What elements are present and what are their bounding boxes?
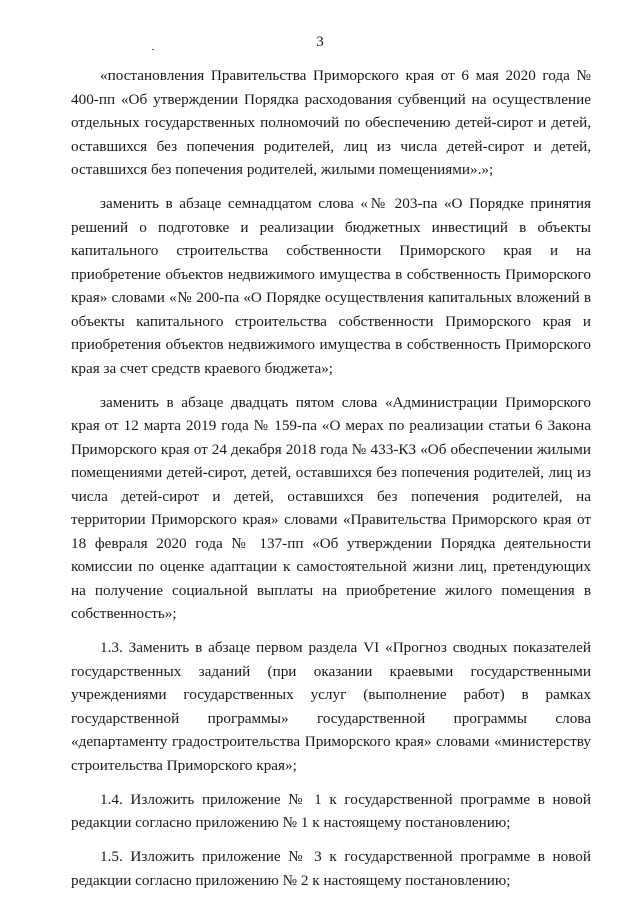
scan-speck	[152, 49, 154, 50]
paragraph-5: 1.4. Изложить приложение № 1 к государственной программе в новой редакции согласно приложению № 1 к настоящему постановлению;	[71, 790, 591, 831]
page-number: 3	[316, 34, 324, 50]
paragraph-4: 1.3. Заменить в абзаце первом раздела VI «Прогноз сводных показателей государственных заданий (при оказании краевыми государственными учреждениями государственных услуг (выполнение работ) в рамках государственной программы» государственной программы слова «департаменту градостроительства Приморского края» словами «министерству строительства Приморского края»;	[71, 639, 591, 774]
paragraph-1: «постановления Правительства Приморского края от 6 мая 2020 года № 400-пп «Об утверждении Порядка расходования субвенций на осуществление отдельных государственных полномочий по обеспечению детей-сирот и детей, оставшихся без попечения родителей, лиц из числа детей-сирот и детей, оставшихся без попечения родителей, жилыми помещениями».»;	[71, 67, 591, 178]
paragraph-2: заменить в абзаце семнадцатом слова «№ 203-па «О Порядке принятия решений о подготовке и реализации бюджетных инвестиций в объекты капитального строительства собственности Приморского края и на приобретение объектов недвижимого имущества в собственность Приморского края» словами «№ 200-па «О Порядке осуществления капитальных вложений в объекты капитального строительства собственности Приморского края и приобретения объектов недвижимого имущества в собственность Приморского края за счет средств краевого бюджета»;	[71, 195, 591, 377]
paragraph-6: 1.5. Изложить приложение № 3 к государственной программе в новой редакции согласно приложению № 2 к настоящему постановлению;	[71, 848, 591, 889]
document-body	[71, 64, 591, 903]
paragraph-3: заменить в абзаце двадцать пятом слова «Администрации Приморского края от 12 марта 2019 года № 159-па «О мерах по реализации статьи 6 Закона Приморского края от 24 декабря 2018 года № 433-КЗ «Об обеспечении жилыми помещениями детей-сирот, детей, оставшихся без попечения родителей, лиц из числа детей-сирот и детей, оставшихся без попечения родителей, на территории Приморского края» словами «Правительства Приморского края от 18 февраля 2020 года № 137-пп «Об утверждении Порядка деятельности комиссии по оценке адаптации к самостоятельной жизни лиц, претендующих на получение социальной выплаты на приобретение жилого помещения в собственность»;	[71, 393, 591, 622]
